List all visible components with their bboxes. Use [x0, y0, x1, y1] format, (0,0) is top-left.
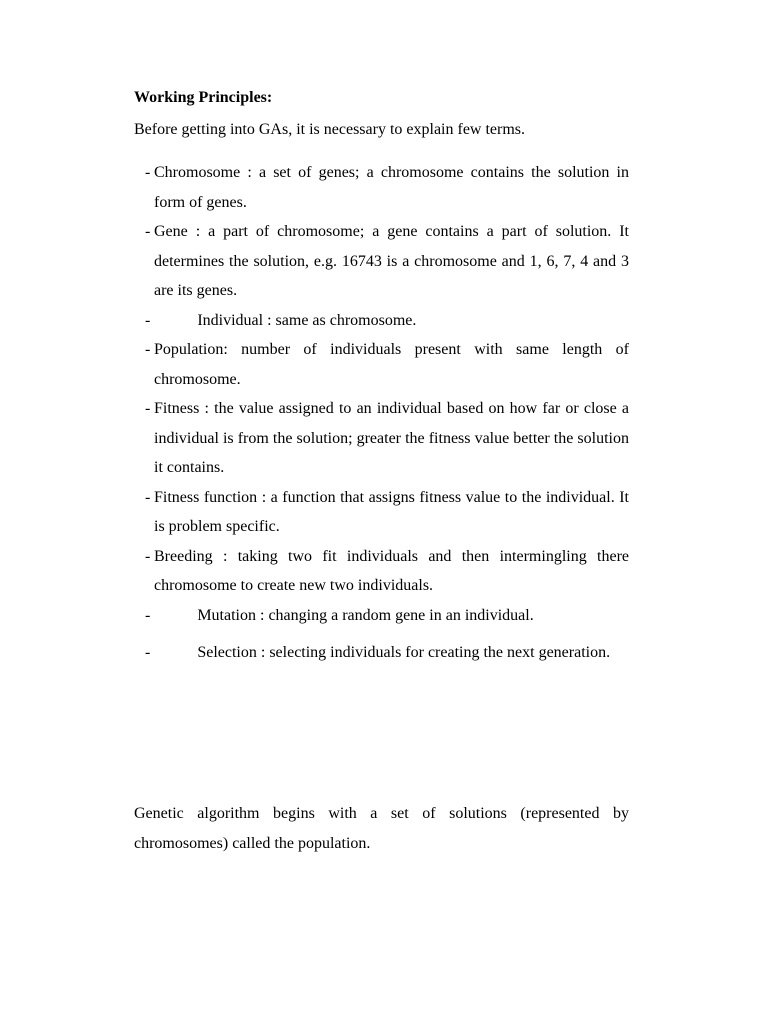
list-item-text: Gene : a part of chromosome; a gene contains a part of solution. It determines the solution, e.g. 16743 is a chromosome and 1, 6, 7, 4 and 3 are its genes.	[154, 223, 629, 299]
list-item-text: Chromosome : a set of genes; a chromosome contains the solution in form of genes.	[154, 164, 629, 211]
list-item	[134, 638, 629, 668]
list-dash: -	[145, 400, 151, 417]
list-item-text: Breeding : taking two fit individuals and then intermingling there chromosome to create new two individuals.	[154, 547, 629, 594]
list-item-text: Fitness : the value assigned to an individual based on how far or close a individual is from the solution; greater the fitness value better the solution it contains.	[154, 400, 629, 476]
list-item-text: Fitness function : a function that assigns fitness value to the individual. It is problem specific.	[154, 488, 629, 535]
list-dash: -	[145, 547, 151, 565]
list-item	[134, 158, 629, 217]
list-item	[134, 335, 629, 394]
list-item	[134, 542, 629, 601]
list-dash: -	[145, 311, 151, 329]
section-heading: Working Principles:	[134, 89, 273, 106]
list-dash: -	[145, 341, 151, 358]
intro-paragraph: Before getting into GAs, it is necessary to explain few terms.	[134, 121, 526, 138]
list-item	[134, 306, 629, 336]
list-item-text: Selection : selecting individuals for creating the next generation.	[197, 644, 611, 661]
list-item	[134, 394, 629, 483]
list-item-text: Population: number of individuals present with same length of chromosome.	[154, 341, 629, 388]
list-dash: -	[145, 644, 151, 661]
list-item-text: Individual : same as chromosome.	[197, 311, 417, 329]
list-item	[134, 601, 629, 631]
list-dash: -	[145, 606, 151, 624]
list-dash: -	[145, 223, 151, 240]
closing-paragraph: Genetic algorithm begins with a set of solutions (represented by chromosomes) called the population.	[134, 805, 629, 852]
list-item-text: Mutation : changing a random gene in an individual.	[197, 606, 534, 624]
list-dash: -	[145, 488, 151, 506]
list-item	[134, 217, 629, 306]
list-item	[134, 483, 629, 542]
terms-list	[134, 158, 629, 668]
list-dash: -	[145, 164, 151, 181]
